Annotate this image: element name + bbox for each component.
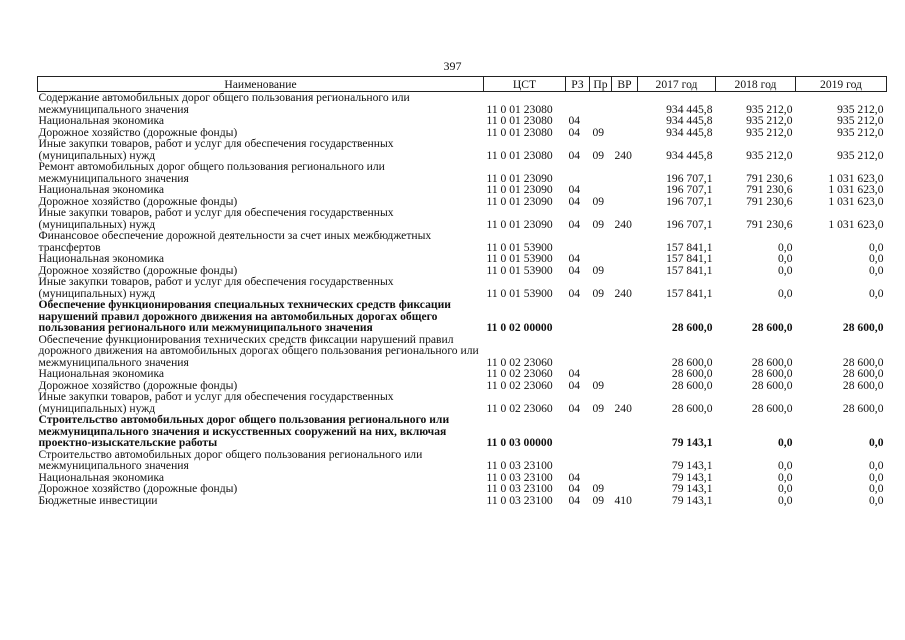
table-row [38, 161, 887, 184]
row-2018-cell: 28 600,0 [751, 367, 793, 380]
row-2019-cell: 0,0 [869, 470, 884, 484]
row-2018-cell: 0,0 [778, 459, 793, 472]
row-vr-cell [612, 265, 638, 277]
row-cst-cell: 11 0 01 53900 [486, 240, 553, 254]
row-vr-cell [612, 161, 638, 184]
row-2018-cell: 28 600,0 [751, 321, 793, 334]
row-name-cell: Строительство автомобильных дорог общего пользования регионального или межмуниципального значения и искусственных сооружений на них, включая проектно-изыскательские работы [38, 413, 450, 449]
row-pr-cell: 09 [592, 378, 605, 392]
row-2017-cell: 79 143,1 [671, 459, 713, 472]
row-cst-cell: 11 0 02 23060 [486, 355, 553, 369]
row-cst-cell: 11 0 03 23100 [486, 470, 553, 484]
header-name: Наименование [38, 77, 484, 92]
row-2019-cell: 935 212,0 [837, 148, 884, 162]
row-vr-cell [612, 472, 638, 484]
row-cst-cell: 11 0 01 23090 [486, 194, 553, 208]
row-2017-cell: 28 600,0 [671, 367, 713, 380]
row-2019-cell: 0,0 [869, 436, 884, 449]
row-vr-cell [612, 334, 638, 369]
row-2018-cell: 0,0 [778, 286, 793, 300]
row-rz-cell: 04 [568, 367, 581, 380]
row-2019-cell: 28 600,0 [842, 355, 884, 369]
row-2018-cell: 0,0 [778, 252, 793, 265]
row-cst-cell: 11 0 01 53900 [486, 286, 553, 300]
row-cst-cell: 11 0 01 53900 [486, 252, 553, 265]
table-row [38, 230, 887, 253]
row-cst-cell: 11 0 02 00000 [486, 321, 553, 334]
row-2017-cell: 79 143,1 [671, 436, 713, 449]
row-cst-cell: 11 0 01 23080 [486, 148, 553, 162]
row-vr-cell [612, 380, 638, 392]
row-pr-cell: 09 [592, 286, 605, 300]
row-pr-cell [590, 115, 612, 127]
row-2019-cell: 28 600,0 [842, 378, 884, 392]
row-rz-cell: 04 [568, 493, 581, 507]
row-cst-cell: 11 0 02 23060 [486, 378, 553, 392]
row-vr-cell [612, 92, 638, 116]
row-name-cell: Иные закупки товаров, работ и услуг для обеспечения государственных (муниципальных) нужд [38, 206, 394, 231]
row-rz-cell [566, 92, 590, 116]
row-pr-cell: 09 [592, 263, 605, 277]
row-2018-cell: 0,0 [778, 482, 793, 495]
row-2019-cell: 0,0 [869, 482, 884, 495]
row-vr-cell [612, 196, 638, 208]
row-2019-cell: 0,0 [869, 459, 884, 472]
row-2018-cell: 791 230,6 [746, 183, 793, 196]
row-vr-cell [612, 449, 638, 472]
row-2017-cell: 28 600,0 [671, 378, 713, 392]
row-vr-cell [612, 115, 638, 127]
row-vr-cell: 240 [614, 217, 632, 231]
row-name-cell: Национальная экономика [38, 183, 165, 196]
row-2017-cell: 28 600,0 [671, 401, 713, 415]
row-vr-cell [612, 230, 638, 253]
row-cst-cell: 11 0 02 23060 [486, 367, 553, 380]
row-2018-cell: 0,0 [778, 240, 793, 254]
row-2018-cell: 935 212,0 [746, 114, 793, 127]
row-2019-cell: 0,0 [869, 493, 884, 507]
row-pr-cell [590, 230, 612, 253]
row-pr-cell [590, 334, 612, 369]
row-2019-cell: 0,0 [869, 263, 884, 277]
row-2019-cell: 0,0 [869, 252, 884, 265]
row-rz-cell: 04 [568, 194, 581, 208]
row-pr-cell [590, 161, 612, 184]
row-2018-cell: 0,0 [778, 263, 793, 277]
row-2017-cell: 28 600,0 [671, 355, 713, 369]
row-vr-cell [612, 414, 638, 449]
row-name-cell: Обеспечение функционирования технических средств фиксации нарушений правил дорожного движения на автомобильных дорогах общего пользования регионального или межмуниципального значения [38, 332, 479, 369]
row-rz-cell: 04 [568, 148, 581, 162]
row-pr-cell [590, 253, 612, 265]
row-2017-cell: 196 707,1 [666, 171, 713, 185]
row-rz-cell: 04 [568, 482, 581, 495]
table-row [38, 207, 887, 230]
row-name-cell: Национальная экономика [38, 252, 165, 265]
row-cst-cell: 11 0 03 23100 [486, 459, 553, 472]
row-pr-cell: 09 [592, 493, 605, 507]
row-2019-cell: 1 031 623,0 [828, 194, 884, 208]
row-2017-cell: 28 600,0 [671, 321, 713, 334]
row-cst-cell: 11 0 01 23090 [486, 171, 553, 185]
row-cst-cell: 11 0 01 23090 [486, 183, 553, 196]
row-name-cell: Иные закупки товаров, работ и услуг для обеспечения государственных (муниципальных) нужд [38, 275, 394, 300]
row-2018-cell: 935 212,0 [746, 102, 793, 116]
row-pr-cell: 09 [592, 125, 605, 139]
row-vr-cell: 240 [614, 401, 632, 415]
row-name-cell: Национальная экономика [38, 470, 165, 484]
row-2017-cell: 157 841,1 [666, 263, 713, 277]
table-row [38, 483, 887, 495]
row-rz-cell: 04 [568, 263, 581, 277]
row-2017-cell: 196 707,1 [666, 217, 713, 231]
row-pr-cell: 09 [592, 401, 605, 415]
row-rz-cell: 04 [568, 401, 581, 415]
row-pr-cell [590, 368, 612, 380]
table-row [38, 391, 887, 414]
row-pr-cell: 09 [592, 217, 605, 231]
row-2019-cell: 0,0 [869, 286, 884, 300]
row-rz-cell: 04 [568, 114, 581, 127]
row-2017-cell: 79 143,1 [671, 470, 713, 484]
row-rz-cell: 04 [568, 125, 581, 139]
row-cst-cell: 11 0 02 23060 [486, 401, 553, 415]
row-pr-cell: 09 [592, 194, 605, 208]
table-row [38, 368, 887, 380]
row-2018-cell: 28 600,0 [751, 401, 793, 415]
header-row [38, 77, 887, 92]
table-row [38, 276, 887, 299]
row-rz-cell [566, 414, 590, 449]
row-2018-cell: 28 600,0 [751, 378, 793, 392]
table-row [38, 414, 887, 449]
row-cst-cell: 11 0 01 23090 [486, 217, 553, 231]
row-pr-cell [590, 184, 612, 196]
row-rz-cell: 04 [568, 470, 581, 484]
row-2017-cell: 157 841,1 [666, 240, 713, 254]
row-cst-cell: 11 0 01 23080 [486, 102, 553, 116]
row-name-cell: Дорожное хозяйство (дорожные фонды) [38, 194, 238, 208]
row-2017-cell: 196 707,1 [666, 194, 713, 208]
row-name-cell: Содержание автомобильных дорог общего пользования регионального или межмуниципального значения [38, 91, 410, 116]
row-rz-cell [566, 230, 590, 253]
row-2018-cell: 791 230,6 [746, 171, 793, 185]
row-name-cell: Дорожное хозяйство (дорожные фонды) [38, 482, 238, 495]
row-vr-cell [612, 483, 638, 495]
row-cst-cell: 11 0 01 23080 [486, 125, 553, 139]
row-rz-cell [566, 449, 590, 472]
row-vr-cell [612, 127, 638, 139]
header-2018: 2018 год [716, 77, 796, 92]
row-vr-cell [612, 184, 638, 196]
row-pr-cell [590, 449, 612, 472]
table-body [38, 92, 887, 507]
row-2017-cell: 79 143,1 [671, 493, 713, 507]
row-name-cell: Обеспечение функционирования специальных технических средств фиксации нарушений правил дорожного движения на автомобильных дорогах общего пользования регионального или межмуниципального значения [38, 298, 451, 334]
row-2019-cell: 1 031 623,0 [828, 183, 884, 196]
row-rz-cell: 04 [568, 217, 581, 231]
header-vr: ВР [612, 77, 638, 92]
table-row [38, 299, 887, 334]
header-rz: РЗ [566, 77, 590, 92]
row-pr-cell: 09 [592, 148, 605, 162]
row-2018-cell: 935 212,0 [746, 125, 793, 139]
row-2019-cell: 935 212,0 [837, 125, 884, 139]
header-2017: 2017 год [638, 77, 716, 92]
row-rz-cell: 04 [568, 378, 581, 392]
row-name-cell: Дорожное хозяйство (дорожные фонды) [38, 378, 238, 392]
row-name-cell: Ремонт автомобильных дорог общего пользования регионального или межмуниципального значения [38, 160, 385, 185]
row-cst-cell: 11 0 03 00000 [486, 436, 553, 449]
table-row [38, 253, 887, 265]
row-rz-cell: 04 [568, 286, 581, 300]
row-2018-cell: 0,0 [778, 436, 793, 449]
table-row [38, 449, 887, 472]
row-vr-cell: 240 [614, 286, 632, 300]
row-vr-cell: 240 [614, 148, 632, 162]
row-vr-cell [612, 368, 638, 380]
row-2017-cell: 157 841,1 [666, 286, 713, 300]
row-cst-cell: 11 0 03 23100 [486, 482, 553, 495]
row-name-cell: Иные закупки товаров, работ и услуг для обеспечения государственных (муниципальных) нужд [38, 137, 394, 162]
row-cst-cell: 11 0 01 23080 [486, 114, 553, 127]
row-rz-cell [566, 161, 590, 184]
row-name-cell: Строительство автомобильных дорог общего пользования регионального или межмуниципального значения [38, 447, 423, 472]
budget-table [37, 76, 887, 506]
table-header [38, 77, 887, 92]
row-2017-cell: 934 445,8 [666, 114, 713, 127]
row-vr-cell: 410 [614, 493, 632, 507]
row-rz-cell [566, 334, 590, 369]
row-rz-cell [566, 299, 590, 334]
row-name-cell: Национальная экономика [38, 367, 165, 380]
row-cst-cell: 11 0 03 23100 [486, 493, 553, 507]
row-vr-cell [612, 299, 638, 334]
page-number: 397 [443, 59, 462, 73]
table-row [38, 92, 887, 116]
row-2018-cell: 0,0 [778, 470, 793, 484]
row-2017-cell: 157 841,1 [666, 252, 713, 265]
row-pr-cell [590, 299, 612, 334]
row-2018-cell: 935 212,0 [746, 148, 793, 162]
row-2017-cell: 934 445,8 [666, 102, 713, 116]
table-row [38, 138, 887, 161]
row-2017-cell: 934 445,8 [666, 125, 713, 139]
row-name-cell: Бюджетные инвестиции [38, 493, 158, 507]
row-2017-cell: 196 707,1 [666, 183, 713, 196]
row-name-cell: Национальная экономика [38, 114, 165, 127]
row-pr-cell [590, 414, 612, 449]
row-2018-cell: 791 230,6 [746, 217, 793, 231]
row-2019-cell: 1 031 623,0 [828, 217, 884, 231]
table-row [38, 334, 887, 369]
row-name-cell: Иные закупки товаров, работ и услуг для обеспечения государственных (муниципальных) нужд [38, 390, 394, 415]
row-2019-cell: 935 212,0 [837, 102, 884, 116]
row-2018-cell: 28 600,0 [751, 355, 793, 369]
row-pr-cell [590, 92, 612, 116]
row-name-cell: Финансовое обеспечение дорожной деятельности за счет иных межбюджетных трансфертов [38, 229, 432, 254]
row-name-cell: Дорожное хозяйство (дорожные фонды) [38, 263, 238, 277]
header-cst: ЦСТ [484, 77, 566, 92]
row-2019-cell: 28 600,0 [842, 321, 884, 334]
row-cst-cell: 11 0 01 53900 [486, 263, 553, 277]
header-pr: Пр [590, 77, 612, 92]
table-row [38, 495, 887, 507]
row-2018-cell: 0,0 [778, 493, 793, 507]
row-2019-cell: 0,0 [869, 240, 884, 254]
row-pr-cell: 09 [592, 482, 605, 495]
row-2019-cell: 28 600,0 [842, 401, 884, 415]
row-2019-cell: 28 600,0 [842, 367, 884, 380]
row-2019-cell: 935 212,0 [837, 114, 884, 127]
row-name-cell: Дорожное хозяйство (дорожные фонды) [38, 125, 238, 139]
header-2019: 2019 год [796, 77, 887, 92]
table-row [38, 184, 887, 196]
row-vr-cell [612, 253, 638, 265]
row-2017-cell: 934 445,8 [666, 148, 713, 162]
table-row [38, 115, 887, 127]
row-2019-cell: 1 031 623,0 [828, 171, 884, 185]
row-2017-cell: 79 143,1 [671, 482, 713, 495]
row-rz-cell: 04 [568, 252, 581, 265]
row-2018-cell: 791 230,6 [746, 194, 793, 208]
row-rz-cell: 04 [568, 183, 581, 196]
